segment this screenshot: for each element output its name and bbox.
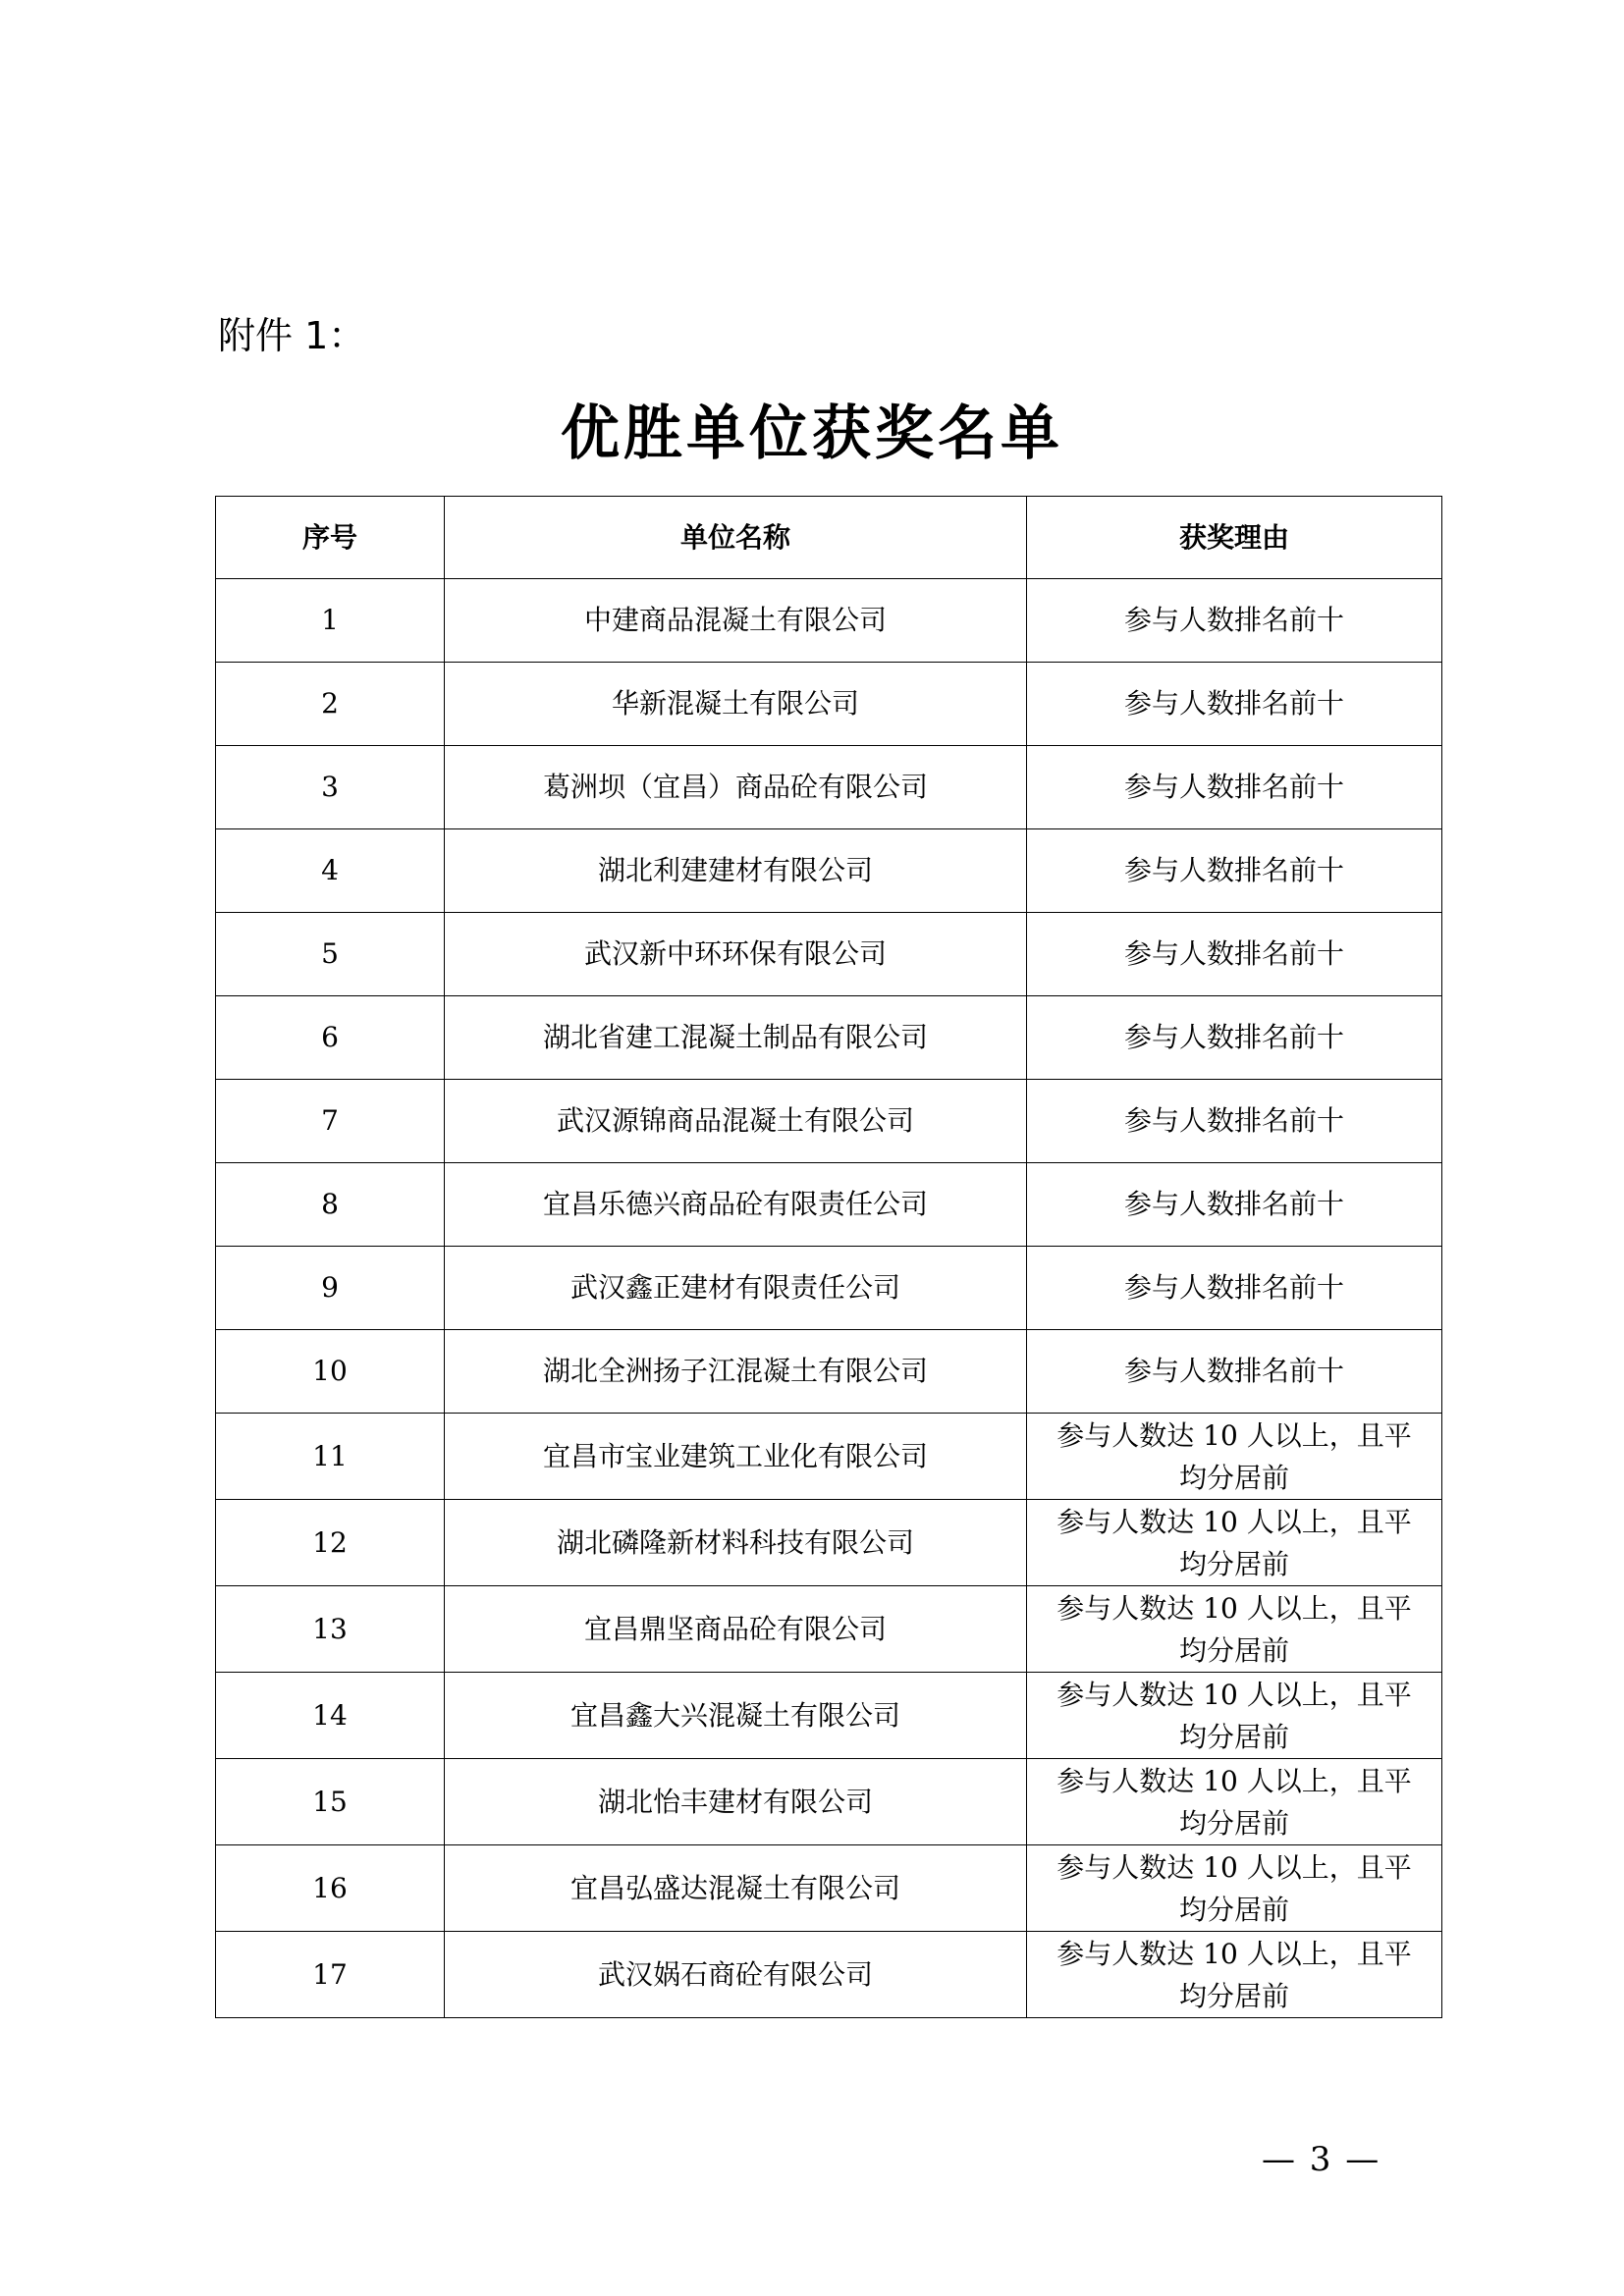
row-unit-name: 湖北磷隆新材料科技有限公司 [445,1500,1027,1586]
row-award-reason: 参与人数达 10 人以上，且平均分居前 [1027,1673,1442,1759]
row-award-reason: 参与人数排名前十 [1027,663,1442,746]
table-row [216,1330,1442,1414]
table-row [216,579,1442,663]
row-award-reason: 参与人数达 10 人以上，且平均分居前 [1027,1586,1442,1673]
row-index: 11 [216,1414,445,1500]
table-row [216,1845,1442,1932]
row-award-reason: 参与人数排名前十 [1027,829,1442,913]
row-index: 6 [216,996,445,1080]
row-award-reason: 参与人数排名前十 [1027,1080,1442,1163]
table-row [216,663,1442,746]
row-index: 3 [216,746,445,829]
row-index: 13 [216,1586,445,1673]
row-index: 8 [216,1163,445,1247]
row-award-reason: 参与人数排名前十 [1027,1163,1442,1247]
row-award-reason: 参与人数排名前十 [1027,746,1442,829]
row-index: 5 [216,913,445,996]
row-unit-name: 武汉新中环环保有限公司 [445,913,1027,996]
awards-table [215,496,1442,2018]
row-unit-name: 湖北全洲扬子江混凝土有限公司 [445,1330,1027,1414]
row-unit-name: 宜昌乐德兴商品砼有限责任公司 [445,1163,1027,1247]
header-unit-name: 单位名称 [445,497,1027,579]
table-row [216,1586,1442,1673]
table-row [216,1500,1442,1586]
table-row [216,1163,1442,1247]
row-award-reason: 参与人数达 10 人以上，且平均分居前 [1027,1845,1442,1932]
row-index: 14 [216,1673,445,1759]
document-title: 优胜单位获奖名单 [561,400,1063,468]
row-index: 10 [216,1330,445,1414]
page-number: — 3 — [1262,2140,1381,2179]
row-unit-name: 华新混凝土有限公司 [445,663,1027,746]
row-award-reason: 参与人数排名前十 [1027,913,1442,996]
header-index: 序号 [216,497,445,579]
table-row [216,1932,1442,2018]
table-row [216,996,1442,1080]
row-award-reason: 参与人数达 10 人以上，且平均分居前 [1027,1932,1442,2018]
row-index: 4 [216,829,445,913]
row-award-reason: 参与人数排名前十 [1027,1330,1442,1414]
row-index: 9 [216,1247,445,1330]
row-award-reason: 参与人数达 10 人以上，且平均分居前 [1027,1414,1442,1500]
row-award-reason: 参与人数排名前十 [1027,579,1442,663]
row-unit-name: 宜昌鑫大兴混凝土有限公司 [445,1673,1027,1759]
table-row [216,829,1442,913]
row-award-reason: 参与人数达 10 人以上，且平均分居前 [1027,1759,1442,1845]
attachment-label: 附件 1： [218,314,366,357]
row-index: 16 [216,1845,445,1932]
table-row [216,1759,1442,1845]
row-unit-name: 武汉娲石商砼有限公司 [445,1932,1027,2018]
row-index: 12 [216,1500,445,1586]
table-row [216,746,1442,829]
row-index: 1 [216,579,445,663]
row-index: 15 [216,1759,445,1845]
row-unit-name: 湖北利建建材有限公司 [445,829,1027,913]
row-unit-name: 葛洲坝（宜昌）商品砼有限公司 [445,746,1027,829]
table-row [216,1414,1442,1500]
row-index: 7 [216,1080,445,1163]
table-row [216,913,1442,996]
row-unit-name: 湖北怡丰建材有限公司 [445,1759,1027,1845]
table-row [216,1673,1442,1759]
row-unit-name: 宜昌弘盛达混凝土有限公司 [445,1845,1027,1932]
row-index: 2 [216,663,445,746]
row-award-reason: 参与人数排名前十 [1027,996,1442,1080]
row-award-reason: 参与人数达 10 人以上，且平均分居前 [1027,1500,1442,1586]
header-award-reason: 获奖理由 [1027,497,1442,579]
row-index: 17 [216,1932,445,2018]
row-unit-name: 宜昌市宝业建筑工业化有限公司 [445,1414,1027,1500]
row-unit-name: 宜昌鼎坚商品砼有限公司 [445,1586,1027,1673]
table-row [216,1247,1442,1330]
table-header-row [216,497,1442,579]
row-unit-name: 中建商品混凝土有限公司 [445,579,1027,663]
row-unit-name: 湖北省建工混凝土制品有限公司 [445,996,1027,1080]
row-unit-name: 武汉鑫正建材有限责任公司 [445,1247,1027,1330]
row-unit-name: 武汉源锦商品混凝土有限公司 [445,1080,1027,1163]
row-award-reason: 参与人数排名前十 [1027,1247,1442,1330]
table-row [216,1080,1442,1163]
